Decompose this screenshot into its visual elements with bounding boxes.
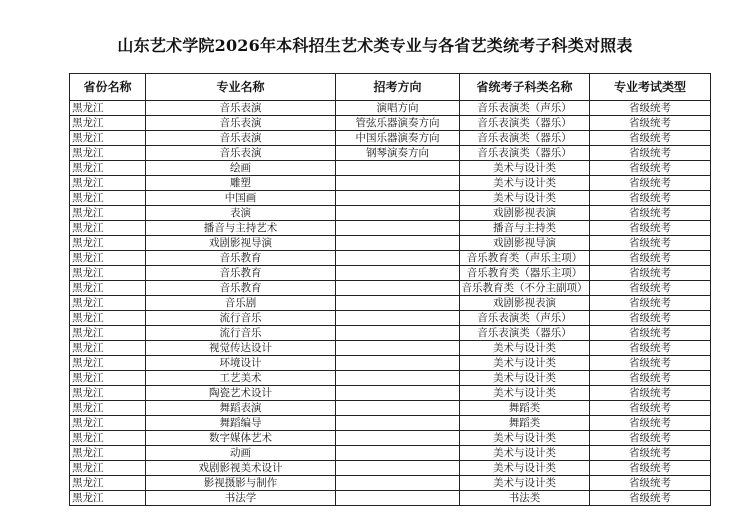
direction-cell bbox=[336, 446, 460, 461]
province-cell: 黑龙江 bbox=[70, 161, 146, 176]
table-row bbox=[70, 191, 711, 206]
province-cell: 黑龙江 bbox=[70, 326, 146, 341]
province-cell: 黑龙江 bbox=[70, 446, 146, 461]
table-row bbox=[70, 326, 711, 341]
subcategory-cell: 音乐教育类（器乐主项） bbox=[460, 266, 590, 281]
direction-cell bbox=[336, 281, 460, 296]
exam-type-cell: 省级统考 bbox=[590, 116, 711, 131]
subcategory-cell: 美术与设计类 bbox=[460, 161, 590, 176]
subcategory-cell: 音乐表演类（声乐） bbox=[460, 311, 590, 326]
major-cell: 环境设计 bbox=[146, 356, 336, 371]
subcategory-cell: 音乐教育类（声乐主项） bbox=[460, 251, 590, 266]
major-cell: 舞蹈编导 bbox=[146, 416, 336, 431]
direction-cell bbox=[336, 251, 460, 266]
subcategory-cell: 美术与设计类 bbox=[460, 356, 590, 371]
province-cell: 黑龙江 bbox=[70, 191, 146, 206]
direction-cell bbox=[336, 491, 460, 506]
direction-cell bbox=[336, 431, 460, 446]
province-cell: 黑龙江 bbox=[70, 266, 146, 281]
header-subcategory: 省统考子科类名称 bbox=[460, 74, 590, 101]
direction-cell bbox=[336, 206, 460, 221]
subcategory-cell: 戏剧影视表演 bbox=[460, 296, 590, 311]
exam-type-cell: 省级统考 bbox=[590, 131, 711, 146]
major-cell: 视觉传达设计 bbox=[146, 341, 336, 356]
table-row bbox=[70, 446, 711, 461]
major-cell: 音乐教育 bbox=[146, 266, 336, 281]
direction-cell bbox=[336, 236, 460, 251]
province-cell: 黑龙江 bbox=[70, 386, 146, 401]
subcategory-cell: 戏剧影视表演 bbox=[460, 206, 590, 221]
direction-cell bbox=[336, 221, 460, 236]
subcategory-cell: 音乐表演类（器乐） bbox=[460, 326, 590, 341]
table-row bbox=[70, 236, 711, 251]
subcategory-cell: 美术与设计类 bbox=[460, 431, 590, 446]
major-cell: 播音与主持艺术 bbox=[146, 221, 336, 236]
direction-cell: 演唱方向 bbox=[336, 101, 460, 116]
direction-cell bbox=[336, 311, 460, 326]
major-cell: 音乐剧 bbox=[146, 296, 336, 311]
exam-type-cell: 省级统考 bbox=[590, 161, 711, 176]
province-cell: 黑龙江 bbox=[70, 356, 146, 371]
province-cell: 黑龙江 bbox=[70, 131, 146, 146]
province-cell: 黑龙江 bbox=[70, 416, 146, 431]
table-row bbox=[70, 401, 711, 416]
header-major: 专业名称 bbox=[146, 74, 336, 101]
direction-cell: 钢琴演奏方向 bbox=[336, 146, 460, 161]
table-row bbox=[70, 131, 711, 146]
table-row bbox=[70, 371, 711, 386]
province-cell: 黑龙江 bbox=[70, 236, 146, 251]
major-cell: 音乐表演 bbox=[146, 101, 336, 116]
direction-cell bbox=[336, 371, 460, 386]
major-cell: 戏剧影视美术设计 bbox=[146, 461, 336, 476]
exam-type-cell: 省级统考 bbox=[590, 371, 711, 386]
exam-type-cell: 省级统考 bbox=[590, 311, 711, 326]
province-cell: 黑龙江 bbox=[70, 116, 146, 131]
header-direction: 招考方向 bbox=[336, 74, 460, 101]
table-row bbox=[70, 416, 711, 431]
exam-type-cell: 省级统考 bbox=[590, 176, 711, 191]
table-row bbox=[70, 281, 711, 296]
major-cell: 动画 bbox=[146, 446, 336, 461]
exam-type-cell: 省级统考 bbox=[590, 236, 711, 251]
subcategory-cell: 美术与设计类 bbox=[460, 341, 590, 356]
exam-type-cell: 省级统考 bbox=[590, 446, 711, 461]
subcategory-cell: 舞蹈类 bbox=[460, 416, 590, 431]
subcategory-cell: 音乐教育类（不分主副项） bbox=[461, 282, 588, 294]
province-cell: 黑龙江 bbox=[70, 101, 146, 116]
table-row bbox=[70, 356, 711, 371]
direction-cell bbox=[336, 461, 460, 476]
province-cell: 黑龙江 bbox=[70, 461, 146, 476]
table-row bbox=[70, 161, 711, 176]
province-cell: 黑龙江 bbox=[70, 371, 146, 386]
exam-type-cell: 省级统考 bbox=[590, 266, 711, 281]
major-cell: 流行音乐 bbox=[146, 326, 336, 341]
table-row bbox=[70, 296, 711, 311]
major-cell: 舞蹈表演 bbox=[146, 401, 336, 416]
subcategory-cell: 音乐表演类（器乐） bbox=[460, 146, 590, 161]
exam-type-cell: 省级统考 bbox=[590, 401, 711, 416]
major-cell: 影视摄影与制作 bbox=[146, 476, 336, 491]
table-row bbox=[70, 206, 711, 221]
province-cell: 黑龙江 bbox=[70, 401, 146, 416]
subcategory-cell: 舞蹈类 bbox=[460, 401, 590, 416]
exam-type-cell: 省级统考 bbox=[590, 416, 711, 431]
table-row bbox=[70, 311, 711, 326]
table-row bbox=[70, 146, 711, 161]
province-cell: 黑龙江 bbox=[70, 431, 146, 446]
direction-cell bbox=[336, 176, 460, 191]
direction-cell bbox=[336, 386, 460, 401]
exam-type-cell: 省级统考 bbox=[590, 386, 711, 401]
exam-type-cell: 省级统考 bbox=[590, 326, 711, 341]
exam-type-cell: 省级统考 bbox=[590, 296, 711, 311]
direction-cell bbox=[336, 341, 460, 356]
subcategory-cell: 音乐表演类（器乐） bbox=[460, 131, 590, 146]
major-cell: 音乐表演 bbox=[146, 131, 336, 146]
header-province: 省份名称 bbox=[70, 74, 146, 101]
exam-type-cell: 省级统考 bbox=[590, 221, 711, 236]
exam-type-cell: 省级统考 bbox=[590, 476, 711, 491]
major-cell: 中国画 bbox=[146, 191, 336, 206]
major-cell: 工艺美术 bbox=[146, 371, 336, 386]
major-cell: 音乐表演 bbox=[146, 146, 336, 161]
direction-cell bbox=[336, 416, 460, 431]
major-cell: 音乐教育 bbox=[146, 251, 336, 266]
province-cell: 黑龙江 bbox=[70, 296, 146, 311]
province-cell: 黑龙江 bbox=[70, 311, 146, 326]
major-cell: 雕塑 bbox=[146, 176, 336, 191]
province-cell: 黑龙江 bbox=[70, 491, 146, 506]
major-cell: 绘画 bbox=[146, 161, 336, 176]
major-cell: 音乐表演 bbox=[146, 116, 336, 131]
exam-type-cell: 省级统考 bbox=[590, 461, 711, 476]
table-row bbox=[70, 221, 711, 236]
exam-type-cell: 省级统考 bbox=[590, 281, 711, 296]
table-row bbox=[70, 116, 711, 131]
subcategory-cell: 美术与设计类 bbox=[460, 476, 590, 491]
province-cell: 黑龙江 bbox=[70, 146, 146, 161]
subcategory-cell: 美术与设计类 bbox=[460, 191, 590, 206]
province-cell: 黑龙江 bbox=[70, 341, 146, 356]
major-cell: 数字媒体艺术 bbox=[146, 431, 336, 446]
major-cell: 表演 bbox=[146, 206, 336, 221]
table-row bbox=[70, 431, 711, 446]
exam-type-cell: 省级统考 bbox=[590, 146, 711, 161]
subcategory-cell: 美术与设计类 bbox=[460, 446, 590, 461]
direction-cell bbox=[336, 161, 460, 176]
table-row bbox=[70, 461, 711, 476]
major-cell: 陶瓷艺术设计 bbox=[146, 386, 336, 401]
table-row bbox=[70, 341, 711, 356]
exam-type-cell: 省级统考 bbox=[590, 251, 711, 266]
exam-type-cell: 省级统考 bbox=[590, 191, 711, 206]
table-row bbox=[70, 101, 711, 116]
table-row bbox=[70, 476, 711, 491]
subcategory-cell: 美术与设计类 bbox=[460, 371, 590, 386]
province-cell: 黑龙江 bbox=[70, 206, 146, 221]
table-row bbox=[70, 491, 711, 506]
exam-type-cell: 省级统考 bbox=[590, 356, 711, 371]
table-row bbox=[70, 266, 711, 281]
major-cell: 戏剧影视导演 bbox=[146, 236, 336, 251]
province-cell: 黑龙江 bbox=[70, 251, 146, 266]
major-cell: 流行音乐 bbox=[146, 311, 336, 326]
direction-cell: 管弦乐器演奏方向 bbox=[336, 116, 460, 131]
table-row bbox=[70, 176, 711, 191]
major-cell: 书法学 bbox=[146, 491, 336, 506]
table-row bbox=[70, 386, 711, 401]
subcategory-cell: 美术与设计类 bbox=[460, 386, 590, 401]
major-mapping-table bbox=[69, 73, 711, 506]
province-cell: 黑龙江 bbox=[70, 281, 146, 296]
direction-cell bbox=[336, 191, 460, 206]
header-exam-type: 专业考试类型 bbox=[590, 74, 711, 101]
major-cell: 音乐教育 bbox=[146, 281, 336, 296]
subcategory-cell: 戏剧影视导演 bbox=[460, 236, 590, 251]
exam-type-cell: 省级统考 bbox=[590, 101, 711, 116]
direction-cell bbox=[336, 476, 460, 491]
direction-cell bbox=[336, 266, 460, 281]
subcategory-cell: 音乐表演类（声乐） bbox=[460, 101, 590, 116]
exam-type-cell: 省级统考 bbox=[590, 206, 711, 221]
subcategory-cell: 书法类 bbox=[460, 491, 590, 506]
province-cell: 黑龙江 bbox=[70, 476, 146, 491]
direction-cell bbox=[336, 401, 460, 416]
province-cell: 黑龙江 bbox=[70, 176, 146, 191]
subcategory-cell: 美术与设计类 bbox=[460, 176, 590, 191]
direction-cell: 中国乐器演奏方向 bbox=[336, 131, 460, 146]
direction-cell bbox=[336, 296, 460, 311]
table-header-row bbox=[70, 74, 711, 101]
exam-type-cell: 省级统考 bbox=[590, 431, 711, 446]
table-row bbox=[70, 251, 711, 266]
subcategory-cell: 美术与设计类 bbox=[460, 461, 590, 476]
direction-cell bbox=[336, 326, 460, 341]
subcategory-cell: 播音与主持类 bbox=[460, 221, 590, 236]
direction-cell bbox=[336, 356, 460, 371]
subcategory-cell: 音乐表演类（器乐） bbox=[460, 116, 590, 131]
exam-type-cell: 省级统考 bbox=[590, 341, 711, 356]
table-body bbox=[70, 101, 711, 506]
province-cell: 黑龙江 bbox=[70, 221, 146, 236]
page-title: 山东艺术学院2026年本科招生艺术类专业与各省艺类统考子科类对照表 bbox=[117, 36, 633, 55]
exam-type-cell: 省级统考 bbox=[590, 491, 711, 506]
